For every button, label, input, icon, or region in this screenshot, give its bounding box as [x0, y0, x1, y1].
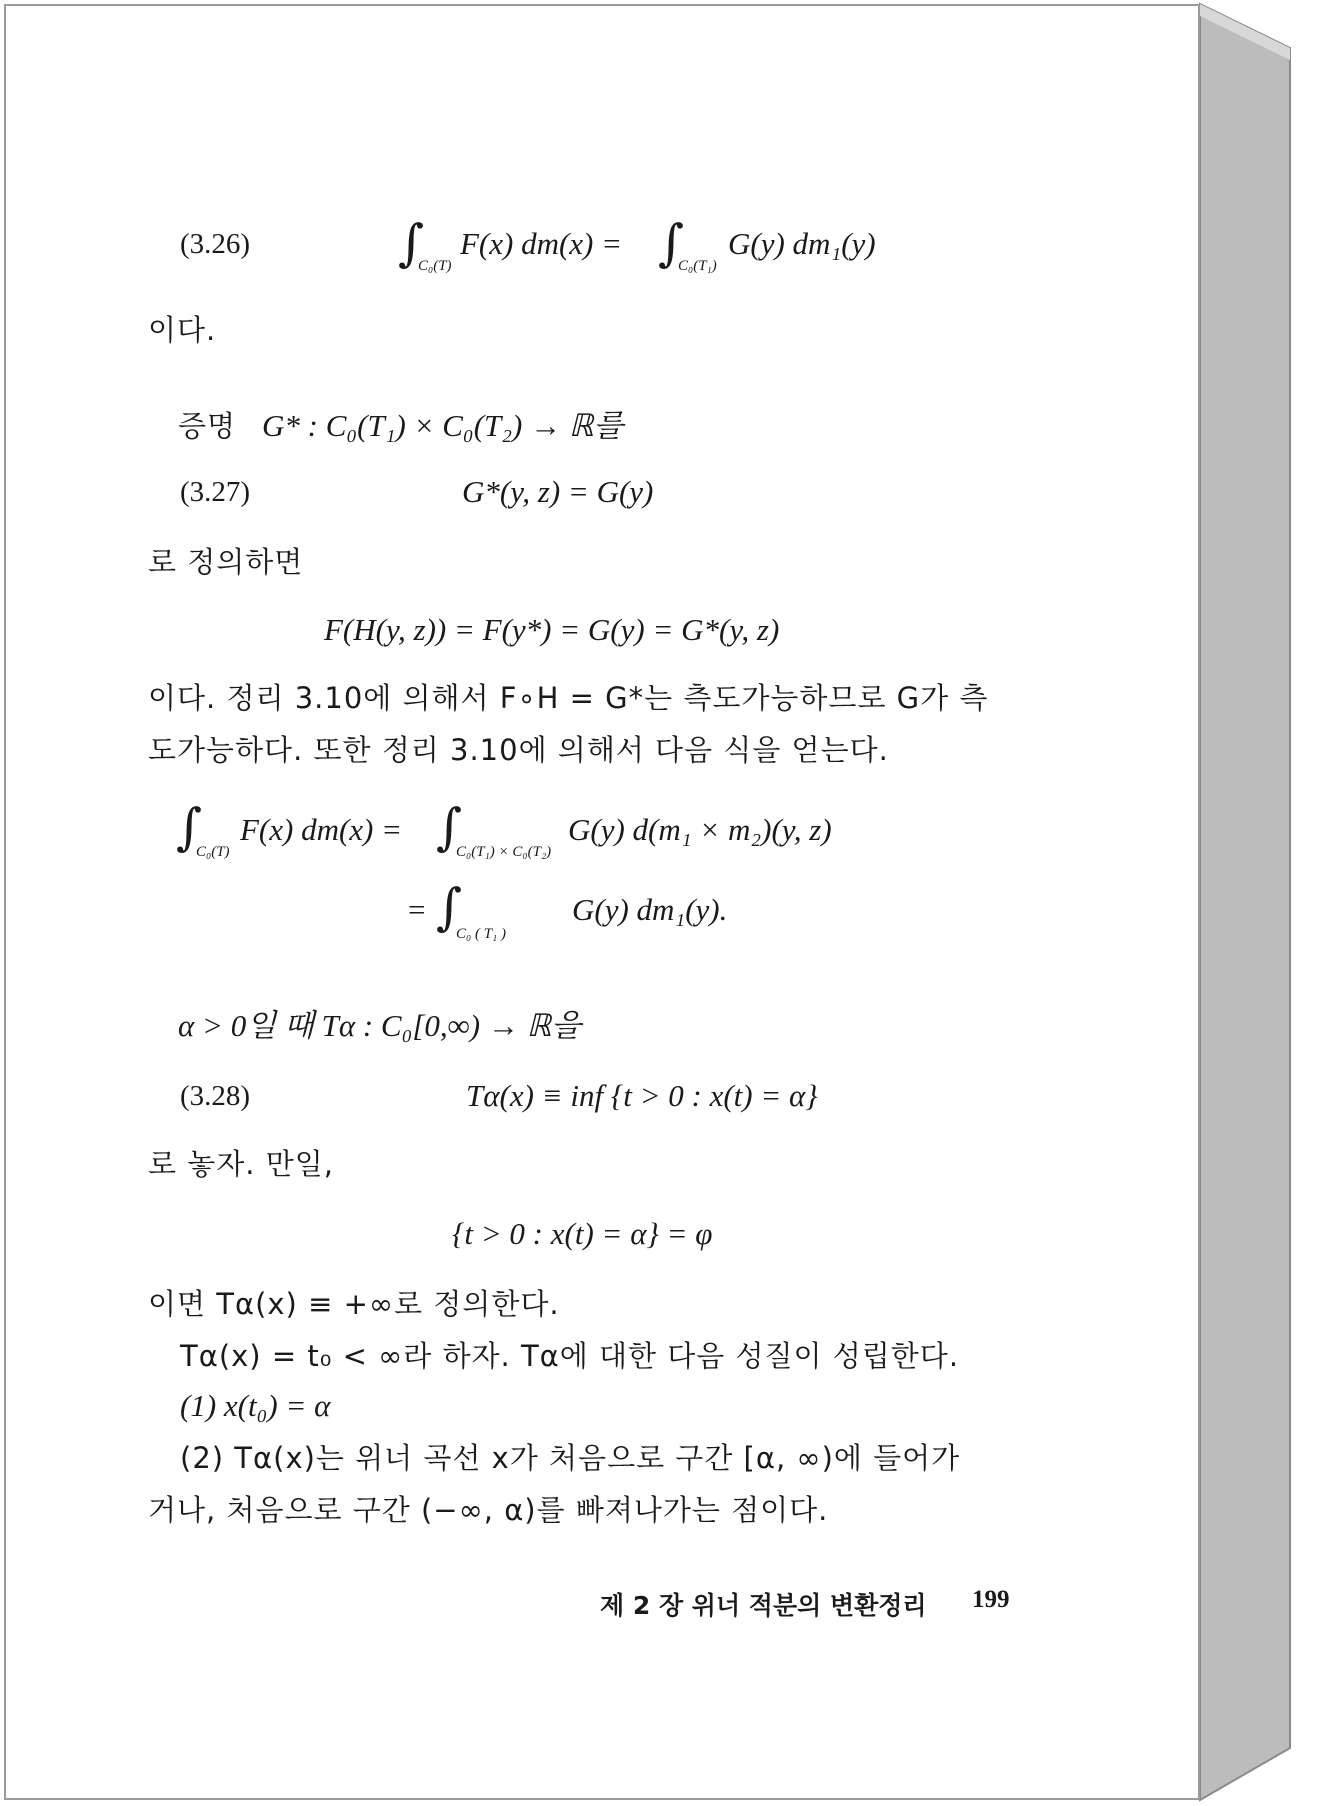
display-equation: {t > 0 : x(t) = α} = φ	[452, 1216, 713, 1251]
alpha-definition-line: α > 0일 때 Tα : C₀[0,∞) → ℝ을	[178, 1008, 582, 1043]
integral-domain: C₀ ( T₁ )	[456, 926, 507, 942]
equation-lhs: F(x) dm(x) =	[240, 812, 403, 847]
integral-domain: C₀(T₁) × C₀(T₂)	[456, 844, 552, 860]
text-line: 로 정의하면	[148, 545, 304, 579]
chapter-title: 제 2 장 위너 적분의 변환정리	[600, 1591, 927, 1620]
integral-sign: ∫	[658, 214, 685, 272]
integral-domain: C₀(T)	[418, 258, 452, 274]
equation-number: (3.28)	[180, 1080, 251, 1112]
integral-domain: C₀(T₁)	[678, 258, 717, 274]
text-line: 로 놓자. 만일,	[148, 1147, 334, 1181]
equation-line2: G(y) dm₁(y).	[572, 892, 728, 927]
equation-lhs: F(x) dm(x) =	[460, 226, 623, 261]
paragraph-line: 도가능하다. 또한 정리 3.10에 의해서 다음 식을 얻는다.	[148, 733, 889, 767]
text-line: 이면 Tα(x) ≡ +∞로 정의한다.	[148, 1287, 560, 1321]
integral-sign: ∫	[176, 798, 203, 856]
proof-formula: G* : C₀(T₁) × C₀(T₂) → ℝ를	[262, 408, 624, 443]
equation-rhs: G(y) dm₁(y)	[728, 226, 876, 261]
property-item: (1) x(t₀) = α	[180, 1388, 331, 1423]
integral-sign: ∫	[398, 214, 425, 272]
text-line: Tα(x) = t₀ < ∞라 하자. Tα에 대한 다음 성질이 성립한다.	[180, 1339, 960, 1373]
property-item: (2) Tα(x)는 위너 곡선 x가 처음으로 구간 [α, ∞)에 들어가	[180, 1441, 961, 1475]
equals-sign: =	[406, 892, 427, 927]
equation-formula: Tα(x) ≡ inf {t > 0 : x(t) = α}	[466, 1078, 818, 1113]
integral-sign: ∫	[436, 798, 463, 856]
equation-formula: G*(y, z) = G(y)	[462, 474, 654, 509]
paragraph-line: 이다. 정리 3.10에 의해서 F∘H = G*는 측도가능하므로 G가 측	[148, 681, 989, 715]
text-line: 이다.	[148, 313, 217, 347]
equation-mid: G(y) d(m₁ × m₂)(y, z)	[568, 812, 832, 847]
integral-domain: C₀(T)	[196, 844, 230, 860]
equation-number: (3.26)	[180, 228, 251, 260]
integral-sign: ∫	[436, 878, 463, 936]
equation-number: (3.27)	[180, 476, 251, 508]
proof-label: 증명	[178, 409, 237, 443]
page-number: 199	[972, 1586, 1010, 1613]
property-item-continuation: 거나, 처음으로 구간 (−∞, α)를 빠져나가는 점이다.	[148, 1493, 829, 1527]
display-equation: F(H(y, z)) = F(y*) = G(y) = G*(y, z)	[324, 612, 780, 647]
